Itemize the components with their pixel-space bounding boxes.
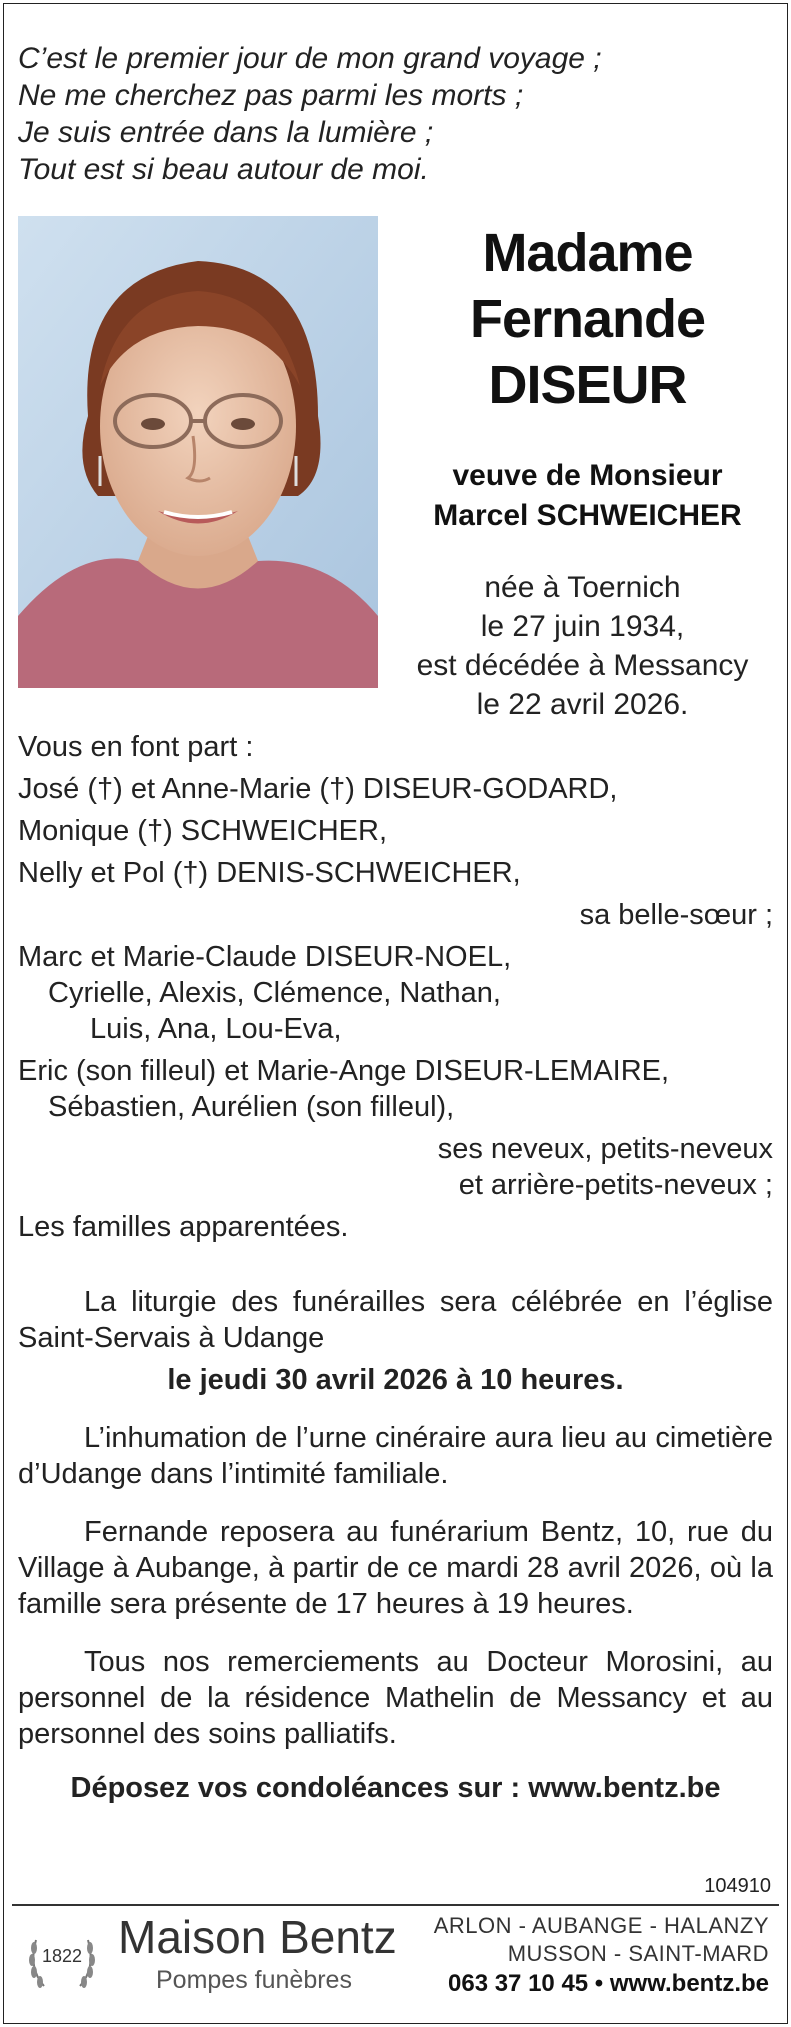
portrait-photo — [18, 216, 378, 688]
poem-line: C’est le premier jour de mon grand voyage ; — [18, 42, 602, 75]
relation-label: sa belle-sœur ; — [579, 899, 773, 931]
burial-text: L’inhumation de l’urne cinéraire aura lieu au cimetière d’Udange dans l’intimité familiale. — [18, 1422, 773, 1490]
condolences-text: Déposez vos condoléances sur : www.bentz.be — [70, 1772, 721, 1804]
liturgy-text: La liturgie des funérailles sera célébrée en l’église Saint-Servais à Udange — [18, 1286, 773, 1354]
widow-line: Marcel SCHWEICHER — [433, 499, 742, 532]
birth-place: née à Toernich — [484, 571, 681, 604]
family-line: Marc et Marie-Claude DISEUR-NOEL, — [18, 941, 512, 973]
ceremony-info — [18, 1284, 773, 1806]
birth-date: le 27 juin 1934, — [480, 610, 685, 643]
widow-line: veuve de Monsieur — [452, 459, 723, 492]
seal-year: 1822 — [41, 1946, 83, 1966]
family-line: Eric (son filleul) et Marie-Ange DISEUR-LEMAIRE, — [18, 1055, 670, 1087]
footer-divider — [12, 1904, 779, 1906]
relatives: Les familles apparentées. — [18, 1211, 349, 1243]
family-list — [18, 729, 773, 1245]
ceremony-date: le jeudi 30 avril 2026 à 10 heures. — [167, 1364, 624, 1396]
locations-line: MUSSON - SAINT-MARD — [507, 1941, 769, 1966]
name-first: Fernande — [469, 289, 706, 349]
poem — [18, 40, 758, 188]
viewing-text: Fernande reposera au funérarium Bentz, 10, rue du Village à Aubange, à partir de ce mardi 28 avril 2026, où la famille sera présente de 17 heures à 19 heures. — [18, 1516, 773, 1620]
contact-info: 063 37 10 45 • www.bentz.be — [448, 1970, 769, 1997]
death-place: est décédée à Messancy — [416, 649, 749, 682]
poem-line: Je suis entrée dans la lumière ; — [18, 116, 434, 149]
children-line: Cyrielle, Alexis, Clémence, Nathan, — [48, 977, 501, 1009]
deceased-name — [400, 220, 775, 418]
children-line: Luis, Ana, Lou-Eva, — [90, 1013, 342, 1045]
locations-line: ARLON - AUBANGE - HALANZY — [433, 1913, 769, 1938]
brand-tagline: Pompes funèbres — [156, 1966, 352, 1994]
thanks-text: Tous nos remerciements au Docteur Morosini, au personnel de la résidence Mathelin de Messancy et au personnel des soins palliatifs. — [18, 1646, 773, 1750]
brand-name: Maison Bentz — [118, 1911, 397, 1963]
name-last: DISEUR — [488, 355, 687, 415]
locations — [434, 1912, 769, 1968]
family-line: José (†) et Anne-Marie (†) DISEUR-GODARD, — [18, 773, 618, 805]
birth-death-info — [385, 568, 780, 724]
intro: Vous en font part : — [18, 731, 254, 763]
laurel-seal-icon — [22, 1918, 102, 1998]
family-line: Monique (†) SCHWEICHER, — [18, 815, 388, 847]
relation-label: et arrière-petits-neveux ; — [458, 1169, 773, 1201]
death-date: le 22 avril 2026. — [476, 688, 689, 721]
reference-number: 104910 — [704, 1875, 771, 1897]
relation-label: ses neveux, petits-neveux — [437, 1133, 773, 1165]
widow-of — [400, 456, 775, 536]
poem-line: Ne me cherchez pas parmi les morts ; — [18, 79, 524, 112]
children-line: Sébastien, Aurélien (son filleul), — [48, 1091, 455, 1123]
name-title: Madame — [482, 223, 693, 283]
poem-line: Tout est si beau autour de moi. — [18, 153, 429, 186]
family-line: Nelly et Pol (†) DENIS-SCHWEICHER, — [18, 857, 521, 889]
